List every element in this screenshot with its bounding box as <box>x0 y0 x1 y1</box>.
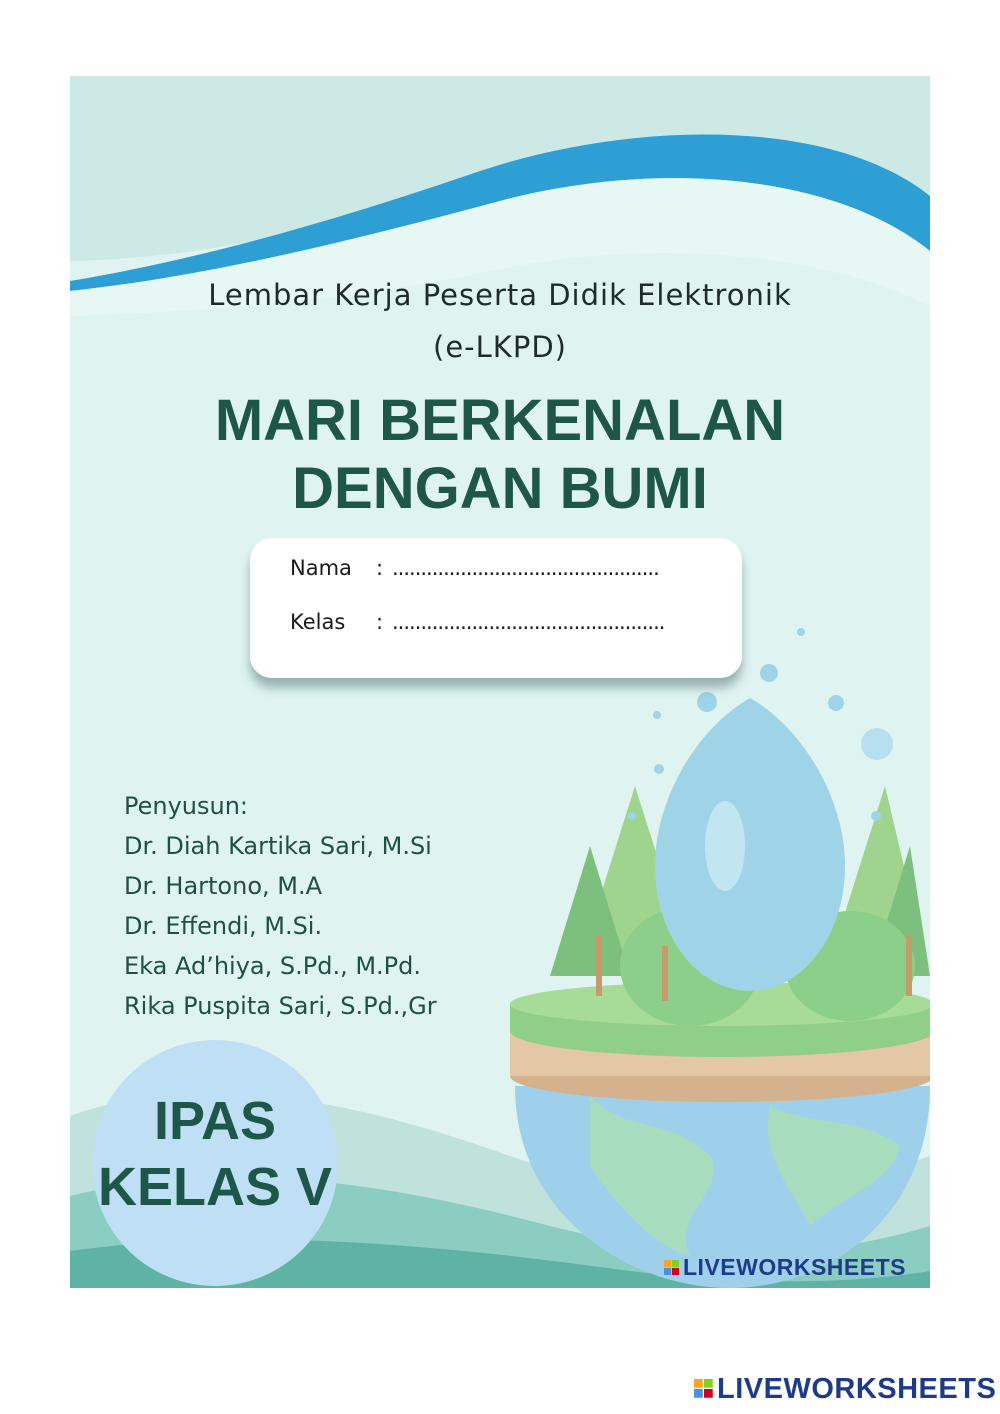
grade-label: KELAS V <box>97 1157 333 1217</box>
document-title-line1: MARI BERKENALAN <box>214 388 786 453</box>
author-name: Dr. Diah Kartika Sari, M.Si <box>124 832 432 860</box>
document-title-line2: DENGAN BUMI <box>292 456 708 521</box>
author-name: Dr. Effendi, M.Si. <box>124 912 323 940</box>
document-subtitle: Lembar Kerja Peserta Didik Elektronik <box>208 278 792 312</box>
name-separator: : <box>376 556 384 580</box>
inner-watermark-text: LIVEWORKSHEETS <box>683 1254 906 1280</box>
liveworksheets-logo-icon <box>664 1255 680 1282</box>
class-field <box>290 610 664 634</box>
page-watermark <box>694 1373 996 1407</box>
name-input-line[interactable]: ............................................... <box>392 556 659 580</box>
class-separator: : <box>376 610 384 634</box>
subject-badge-text <box>70 1088 360 1220</box>
authors-heading: Penyusun: <box>124 792 249 820</box>
document-subtitle-abbrev: (e-LKPD) <box>433 330 567 364</box>
authors-list <box>124 786 437 1026</box>
author-name: Rika Puspita Sari, S.Pd.,Gr <box>124 992 437 1020</box>
name-field <box>290 556 659 580</box>
author-name: Eka Ad’hiya, S.Pd., M.Pd. <box>124 952 422 980</box>
cover-page <box>70 76 930 1288</box>
liveworksheets-logo-icon <box>694 1374 714 1407</box>
author-name: Dr. Hartono, M.A <box>124 872 323 900</box>
name-label: Nama <box>290 556 352 580</box>
inner-watermark <box>664 1254 906 1282</box>
student-info-card <box>250 538 742 678</box>
class-label: Kelas <box>290 610 346 634</box>
page-watermark-text: LIVEWORKSHEETS <box>717 1373 997 1405</box>
subject-label: IPAS <box>153 1091 277 1151</box>
class-input-line[interactable]: ................................................ <box>392 610 665 634</box>
